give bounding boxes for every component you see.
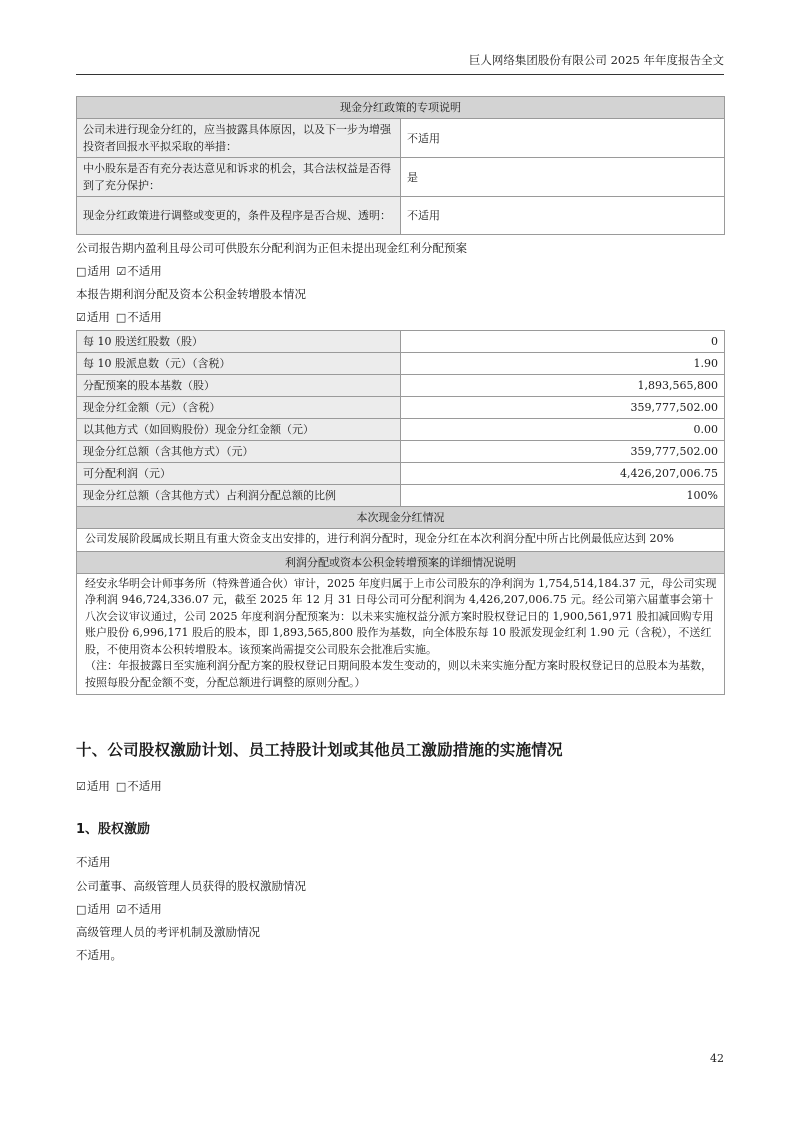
section-detail-cell bbox=[77, 573, 725, 695]
evaluation-mechanism-heading: 高级管理人员的考评机制及激励情况 bbox=[76, 925, 260, 939]
row-label: 公司未进行现金分红的，应当披露具体原因，以及下一步为增强投资者回报水平拟采取的举措： bbox=[77, 119, 401, 158]
distribution-note-text: （注：年报披露日至实施利润分配方案的股权登记日期间股本发生变动的，则以未来实施分配方案时股权登记日的总股本为基数，按照每股分配金额不变，分配总额进行调整的原则分配。） bbox=[85, 659, 712, 689]
table-row bbox=[77, 353, 725, 375]
table-row bbox=[77, 119, 725, 158]
row-label: 可分配利润（元） bbox=[77, 463, 401, 485]
row-label: 以其他方式（如回购股份）现金分红金额（元） bbox=[77, 419, 401, 441]
table-row bbox=[77, 463, 725, 485]
table-title-row bbox=[77, 97, 725, 119]
applicable-label: 适用 bbox=[86, 310, 110, 324]
table-row bbox=[77, 397, 725, 419]
status-text: 不适用 bbox=[76, 855, 111, 869]
applicable-label: 适用 bbox=[87, 902, 111, 916]
table-title: 现金分红政策的专项说明 bbox=[77, 97, 725, 119]
applicability-checkboxes bbox=[76, 309, 724, 326]
subsection-heading: 1、股权激励 bbox=[76, 822, 151, 837]
row-label: 分配预案的股本基数（股） bbox=[77, 375, 401, 397]
profit-distribution-table bbox=[76, 330, 725, 695]
status-text: 不适用。 bbox=[76, 948, 122, 962]
row-value: 0.00 bbox=[401, 419, 725, 441]
table-row bbox=[77, 419, 725, 441]
not-applicable-checkbox: □ bbox=[115, 780, 127, 793]
applicable-checkbox: ☑ bbox=[76, 780, 86, 793]
not-applicable-checkbox: □ bbox=[115, 311, 127, 324]
row-value: 1.90 bbox=[401, 353, 725, 375]
not-applicable-label: 不适用 bbox=[127, 902, 162, 916]
applicable-label: 适用 bbox=[86, 779, 110, 793]
section-title: 本次现金分红情况 bbox=[77, 507, 725, 529]
table-row bbox=[77, 441, 725, 463]
section-title: 利润分配或资本公积金转增预案的详细情况说明 bbox=[77, 551, 725, 573]
page-header: 巨人网络集团股份有限公司 2025 年年度报告全文 bbox=[76, 52, 724, 75]
distribution-heading: 本报告期利润分配及资本公积金转增股本情况 bbox=[76, 287, 306, 301]
applicable-checkbox: □ bbox=[76, 903, 87, 916]
section-text-row bbox=[77, 573, 725, 695]
not-applicable-label: 不适用 bbox=[127, 310, 162, 324]
not-applicable-label: 不适用 bbox=[127, 779, 162, 793]
row-label: 现金分红政策进行调整或变更的，条件及程序是否合规、透明： bbox=[77, 197, 401, 235]
row-label: 现金分红金额（元）（含税） bbox=[77, 397, 401, 419]
row-label: 中小股东是否有充分表达意见和诉求的机会，其合法权益是否得到了充分保护： bbox=[77, 158, 401, 197]
distribution-detail-text: 经安永华明会计师事务所（特殊普通合伙）审计，2025 年度归属于上市公司股东的净利润为 1,754,514,184.37 元，母公司实现净利润 946,724,336.07 元，截至 2025 年 12 月 31 日母公司可分配利润为 4,426,207,006.75 元。经公司第六届董事会第十八次会议审议通过，公司 2025 年度利润分配预案为：以未来实施权益分派方案时股权登记日的 1,900,561,971 股扣减回购专用账户股份 6,996,171 股后的股本，即 1,893,565,800 股作为基数，向全体股东每 10 股派发现金红利 1.90 元（含税），不送红股，不使用资本公积转增股本。该预案尚需提交公司股东会批准后实施。 bbox=[85, 576, 717, 656]
applicable-label: 适用 bbox=[87, 264, 111, 278]
row-value: 359,777,502.00 bbox=[401, 441, 725, 463]
cash-dividend-policy-table bbox=[76, 96, 725, 235]
applicability-checkboxes bbox=[76, 901, 724, 918]
row-value: 不适用 bbox=[401, 119, 725, 158]
row-value: 1,893,565,800 bbox=[401, 375, 725, 397]
table-row bbox=[77, 375, 725, 397]
table-row bbox=[77, 331, 725, 353]
row-value: 不适用 bbox=[401, 197, 725, 235]
section-title-row bbox=[77, 507, 725, 529]
not-applicable-checkbox: ☑ bbox=[116, 265, 127, 278]
executive-incentive-heading: 公司董事、高级管理人员获得的股权激励情况 bbox=[76, 879, 306, 893]
section-text-row bbox=[77, 529, 725, 552]
table-row bbox=[77, 485, 725, 507]
not-applicable-label: 不适用 bbox=[127, 264, 162, 278]
no-dividend-note: 公司报告期内盈利且母公司可供股东分配利润为正但未提出现金红利分配预案 bbox=[76, 241, 467, 255]
table-row bbox=[77, 197, 725, 235]
row-value: 359,777,502.00 bbox=[401, 397, 725, 419]
section-title-row bbox=[77, 551, 725, 573]
applicable-checkbox: ☑ bbox=[76, 311, 86, 324]
applicability-checkboxes bbox=[76, 263, 724, 280]
not-applicable-checkbox: ☑ bbox=[116, 903, 127, 916]
table-row bbox=[77, 158, 725, 197]
row-label: 现金分红总额（含其他方式）占利润分配总额的比例 bbox=[77, 485, 401, 507]
section-text: 公司发展阶段属成长期且有重大资金支出安排的，进行利润分配时，现金分红在本次利润分配中所占比例最低应达到 20% bbox=[77, 529, 725, 552]
row-label: 每 10 股送红股数（股） bbox=[77, 331, 401, 353]
row-value: 100% bbox=[401, 485, 725, 507]
row-label: 每 10 股派息数（元）（含税） bbox=[77, 353, 401, 375]
row-label: 现金分红总额（含其他方式）（元） bbox=[77, 441, 401, 463]
row-value: 4,426,207,006.75 bbox=[401, 463, 725, 485]
page-number: 42 bbox=[710, 1052, 724, 1065]
applicability-checkboxes bbox=[76, 778, 724, 795]
row-value: 0 bbox=[401, 331, 725, 353]
row-value: 是 bbox=[401, 158, 725, 197]
applicable-checkbox: □ bbox=[76, 265, 87, 278]
section-heading: 十、公司股权激励计划、员工持股计划或其他员工激励措施的实施情况 bbox=[76, 741, 563, 759]
